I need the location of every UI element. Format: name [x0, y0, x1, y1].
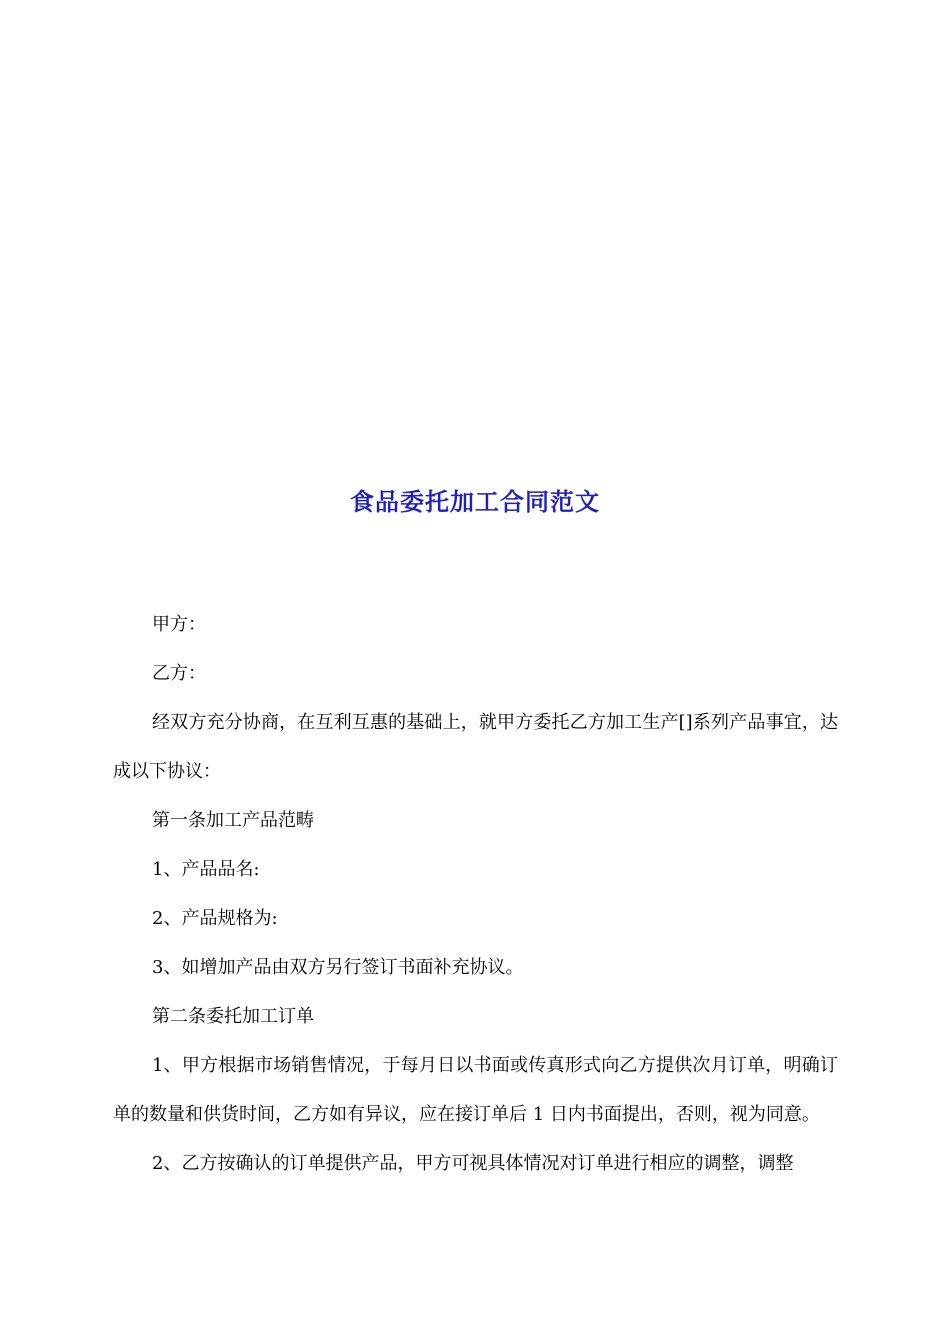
article-1-item-1: 1、产品品名: — [152, 859, 260, 880]
article-1-item-3: 3、如增加产品由双方另行签订书面补充协议。 — [152, 957, 524, 978]
party-b-line: 乙方： — [152, 663, 206, 684]
article-1-item-2: 2、产品规格为: — [152, 908, 278, 929]
document-body — [113, 600, 838, 1188]
article-2-heading: 第二条委托加工订单 — [152, 1006, 314, 1027]
article-1-heading: 第一条加工产品范畴 — [152, 810, 314, 831]
article-2-item-1: 1、甲方根据市场销售情况，于每月日以书面或传真形式向乙方提供次月订单，明确订单的数量和供货时间，乙方如有异议，应在接订单后 1 日内书面提出，否则，视为同意。 — [113, 1055, 838, 1125]
article-2-item-2: 2、乙方按确认的订单提供产品，甲方可视具体情况对订单进行相应的调整，调整 — [152, 1153, 794, 1174]
intro-paragraph: 经双方充分协商，在互利互惠的基础上，就甲方委托乙方加工生产[]系列产品事宜，达成以下协议： — [113, 712, 838, 782]
party-a-line: 甲方： — [152, 614, 206, 635]
document-title: 食品委托加工合同范文 — [350, 487, 600, 516]
